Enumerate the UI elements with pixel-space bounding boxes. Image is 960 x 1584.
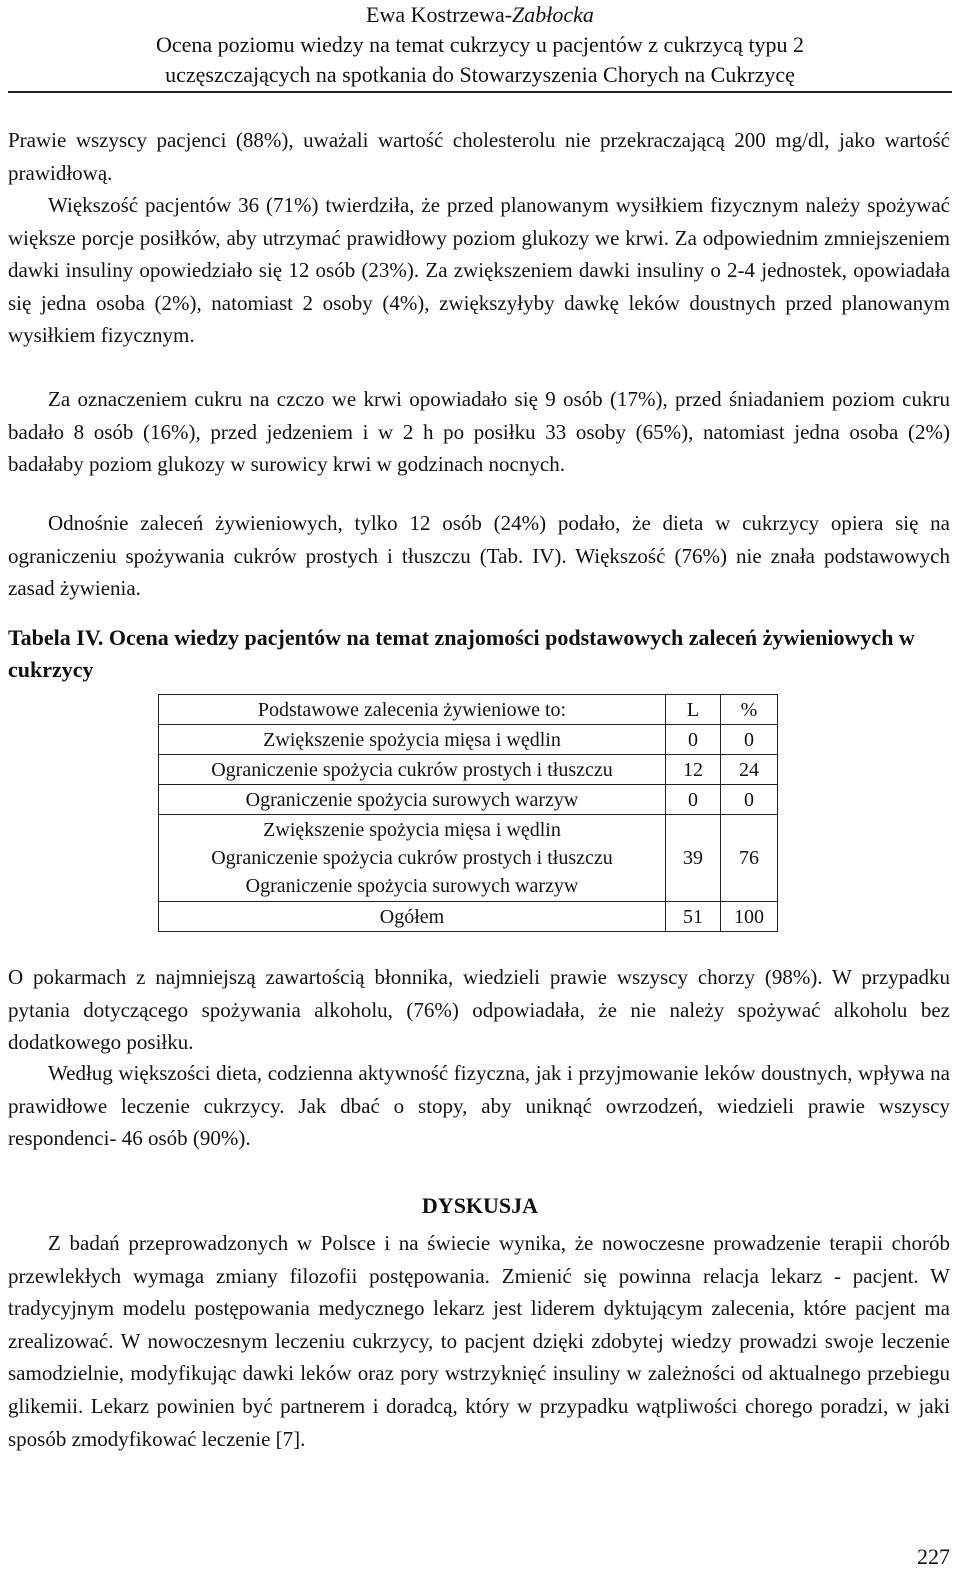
table-row — [159, 785, 778, 815]
running-header — [8, 0, 952, 90]
paragraph-physical-activity: Większość pacjentów 36 (71%) twierdziła, że przed planowanym wysiłkiem fizycznym należy spożywać większe porcje posiłków, aby utrzymać prawidłowy poziom glukozy we krwi. Za odpowiednim zmniejszeniem dawki insuliny opowiedziało się 12 osób (23%). Za zwiększeniem dawki insuliny o 2-4 jednostek, opowiadała się jedna osoba (2%), natomiast 2 osoby (4%), zwiększyłyby dawkę leków doustnych przed planowanym wysiłkiem fizycznym. — [8, 193, 950, 348]
header-title-line2: uczęszczających na spotkania do Stowarzyszenia Chorych na Cukrzycę — [165, 62, 795, 87]
table-cell: 0 — [666, 785, 721, 815]
header-rule — [8, 91, 952, 93]
table-cell: 51 — [666, 902, 721, 932]
paragraph-fiber-alcohol: O pokarmach z najmniejszą zawartością błonnika, wiedzieli prawie wszyscy chorzy (98%). W przypadku pytania dotyczącego spożywania alkoholu, (76%) odpowiadała, że nie należy spożywać alkoholu bez dodatkowego posiłku. — [8, 965, 950, 1055]
table-cell-combined — [159, 815, 666, 902]
combined-line: Ograniczenie spożycia surowych warzyw — [245, 875, 579, 897]
combined-line: Ograniczenie spożycia cukrów prostych i tłuszczu — [211, 847, 613, 869]
table-header-row — [159, 695, 778, 725]
table-cell: 12 — [666, 755, 721, 785]
paragraph-treatment: Według większości dieta, codzienna aktywność fizyczna, jak i przyjmowanie leków doustnych, wpływa na prawidłowe leczenie cukrzycy. Jak dbać o stopy, aby uniknąć owrzodzeń, wiedzieli prawie wszyscy respondenci- 46 osób (90%). — [8, 1061, 950, 1151]
table-cell: 0 — [721, 785, 778, 815]
table-row — [159, 755, 778, 785]
table-cell: 0 — [721, 725, 778, 755]
table-caption: Tabela IV. Ocena wiedzy pacjentów na temat znajomości podstawowych zaleceń żywieniowych w cukrzycy — [8, 625, 915, 682]
paragraph-diet: Odnośnie zaleceń żywieniowych, tylko 12 osób (24%) podało, że dieta w cukrzycy opiera się na ograniczeniu spożywania cukrów prostych i tłuszczu (Tab. IV). Większość (76%) nie znała podstawowych zasad żywienia. — [8, 511, 950, 601]
table-header-cell: % — [721, 695, 778, 725]
page-number: 227 — [917, 1544, 950, 1569]
table-header-cell: L — [666, 695, 721, 725]
table-cell: 76 — [721, 815, 778, 902]
table-header-cell: Podstawowe zalecenia żywieniowe to: — [159, 695, 666, 725]
paragraph-glucose-testing: Za oznaczeniem cukru na czczo we krwi opowiadało się 9 osób (17%), przed śniadaniem poziom cukru badało 8 osób (16%), przed jedzeniem i w 2 h po posiłku 33 osoby (65%), natomiast jedna osoba (2%) badałaby poziom glukozy w surowicy krwi w godzinach nocnych. — [8, 387, 950, 477]
table-total-row — [159, 902, 778, 932]
header-author: Ewa Kostrzewa-Zabłocka — [366, 2, 594, 27]
combined-line: Zwiększenie spożycia mięsa i wędlin — [263, 819, 561, 841]
section-heading: DYSKUSJA — [421, 1193, 539, 1218]
header-title-line1: Ocena poziomu wiedzy na temat cukrzycy u pacjentów z cukrzycą typu 2 — [155, 32, 805, 57]
paragraph-cholesterol: Prawie wszyscy pacjenci (88%), uważali wartość cholesterolu nie przekraczającą 200 mg/dl, jako wartość prawidłową. — [8, 128, 950, 185]
table-cell: 100 — [721, 902, 778, 932]
table-cell: Ograniczenie spożycia cukrów prostych i tłuszczu — [159, 755, 666, 785]
table-cell: 39 — [666, 815, 721, 902]
table-cell: Ograniczenie spożycia surowych warzyw — [159, 785, 666, 815]
diet-knowledge-table — [158, 694, 778, 932]
table-cell: Ogółem — [159, 902, 666, 932]
table-cell: Zwiększenie spożycia mięsa i wędlin — [159, 725, 666, 755]
table-row-combined — [159, 815, 778, 902]
table-cell: 0 — [666, 725, 721, 755]
paragraph-discussion: Z badań przeprowadzonych w Polsce i na świecie wynika, że nowoczesne prowadzenie terapii chorób przewlekłych wymaga zmiany filozofii postępowania. Zmienić się powinna relacja lekarz - pacjent. W tradycyjnym modelu postępowania medycznego lekarz jest liderem dyktującym zalecenia, które pacjent ma zrealizować. W nowoczesnym leczeniu cukrzycy, to pacjent dzięki zdobytej wiedzy prowadzi swoje leczenie samodzielnie, modyfikując dawki leków oraz pory wstrzyknięć insuliny w zależności od aktualnego przebiegu glikemii. Lekarz powinien być partnerem i doradcą, który w przypadku wątpliwości chorego poradzi, w jaki sposób zmodyfikować leczenie [7]. — [8, 1231, 950, 1451]
table-row — [159, 725, 778, 755]
table-cell: 24 — [721, 755, 778, 785]
